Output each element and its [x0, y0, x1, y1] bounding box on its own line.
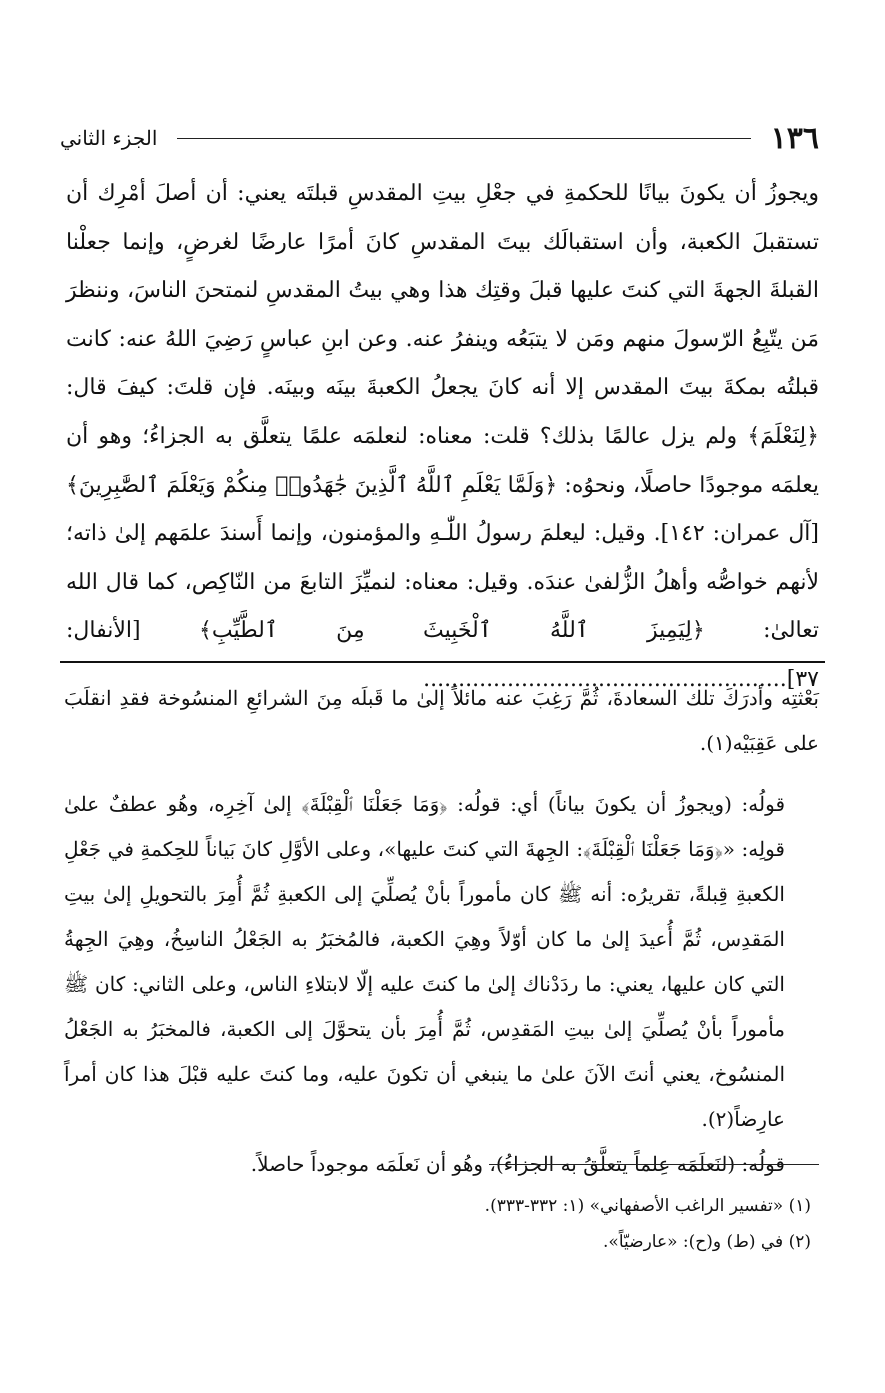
main-paragraph: ويجوزُ أن يكونَ بيانًا للحكمةِ في جعْلِ بيتِ المقدسِ قبلتَه يعني: أن أصلَ أمْرِك أن تستقبلَ الكعبة، وأن استقبالَك بيتَ المقدسِ كانَ أمرًا عارضًا لغرضٍ، وإنما جعلْنا القبلةَ الجهةَ التي كنتَ عليها قبلَ وقتِك هذا وهي بيتُ المقدسِ لنمتحنَ الناسَ، وننظرَ مَن يتّبِعُ الرّسولَ منهم ومَن لا يتبَعُه وينفرُ عنه. وعن ابنِ عباسٍ رَضِيَ اللهُ عنه: كانت قبلتُه بمكةَ بيتَ المقدس إلا أنه كانَ يجعلُ الكعبةَ بينَه وبينَه. فإن قلتَ: كيفَ قال: ﴿لِنَعْلَمَ﴾ ولم يزل عالمًا بذلك؟ قلت: معناه: لنعلمَه علمًا يتعلَّق به الجزاءُ؛ وهو أن يعلمَه موجودًا حاصلًا، ونحوُه: ﴿وَلَمَّا يَعْلَمِ ٱللَّهُ ٱلَّذِينَ جَٰهَدُوا۟ مِنكُمْ وَيَعْلَمَ ٱلصَّٰبِرِينَ﴾ [آل عمران: ١٤٢]. وقيل: ليعلمَ رسولُ اللّٰـهِ والمؤمنون، وإنما أَسندَ علمَهم إلىٰ ذاته؛ لأنهم خواصُّه وأهلُ الزُّلفىٰ عندَه. وقيل: معناه: لنميِّزَ التابعَ من النّاكِص، كما قال الله تعالىٰ: ﴿لِيَمِيزَ ٱللَّهُ ٱلْخَبِيثَ مِنَ ٱلطَّيِّبِ﴾ [الأنفال: ٣٧].................................................... [66, 181, 819, 692]
text-separator [60, 661, 825, 663]
footnote-2: (٢) في (ط) و(ح): «عارضيّاً». [603, 1232, 811, 1252]
commentary-paragraph-3: قولُه: (لنَعلَمَه عِلماً يتعلَّقُ به الجزاءُ)، وهُو أن نَعلَمَه موجوداً حاصلاً. [250, 1152, 785, 1176]
page-header [60, 118, 819, 158]
footnotes [66, 1188, 811, 1260]
commentary-paragraph-2: قولُه: (ويجوزُ أن يكونَ بياناً) أي: قولُه: ﴿وَمَا جَعَلْنَا ٱلْقِبْلَةَ﴾ إلىٰ آخِرِه، وهُو عطفٌ علىٰ قولِه: «﴿وَمَا جَعَلْنَا ٱلْقِبْلَةَ﴾: الجِهةَ التي كنتَ عليها»، وعلى الأوَّلِ كانَ بَياناً للحِكمةِ في جَعْلِ الكعبةِ قِبلةً، تقريرُه: أنه ﷺ كان مأموراً بأنْ يُصلِّيَ إلى الكعبةِ ثُمَّ أُمِرَ بالتحويلِ إلىٰ بيتِ المَقدِس، ثُمَّ أُعيدَ إلىٰ ما كان أوّلاً وهِيَ الكعبة، فالمُخبَرُ به الجَعْلُ الناسِخُ، وهِيَ الجِهةُ التي كان عليها، يعني: ما ردَدْناك إلىٰ ما كنتَ عليه إلّا لابتلاءِ الناس، وعلى الثاني: كان ﷺ مأموراً بأنْ يُصلِّيَ إلىٰ بيتِ المَقدِس، ثُمَّ أُمِرَ بأن يتحوَّلَ إلى الكعبة، فالمخبَرُ به الجَعْلُ المنسُوخ، يعني أنتَ الآنَ علىٰ ما ينبغي أن تكونَ عليه، وما كنتَ عليه قبْلَ هذا كان أمراً عارِضاً(٢). [64, 792, 785, 1131]
main-text [66, 170, 819, 705]
footnote-1: (١) «تفسير الراغب الأصفهاني» (١: ٣٣٢-٣٣٣). [484, 1196, 811, 1216]
commentary-paragraph-1: بَعْثتِه وأدرَكَ تلك السعادةَ، ثُمَّ رَغِبَ عنه مائلاً إلىٰ ما قَبلَه مِنَ الشرائعِ المنسُوخة فقدِ انقلَبَ على عَقِبَيْه(١). [64, 686, 819, 755]
header-rule [177, 138, 750, 139]
page-number: ١٣٦ [770, 120, 819, 156]
footnote-rule [489, 1164, 819, 1165]
commentary [64, 676, 819, 1187]
part-title: الجزء الثاني [60, 126, 158, 150]
